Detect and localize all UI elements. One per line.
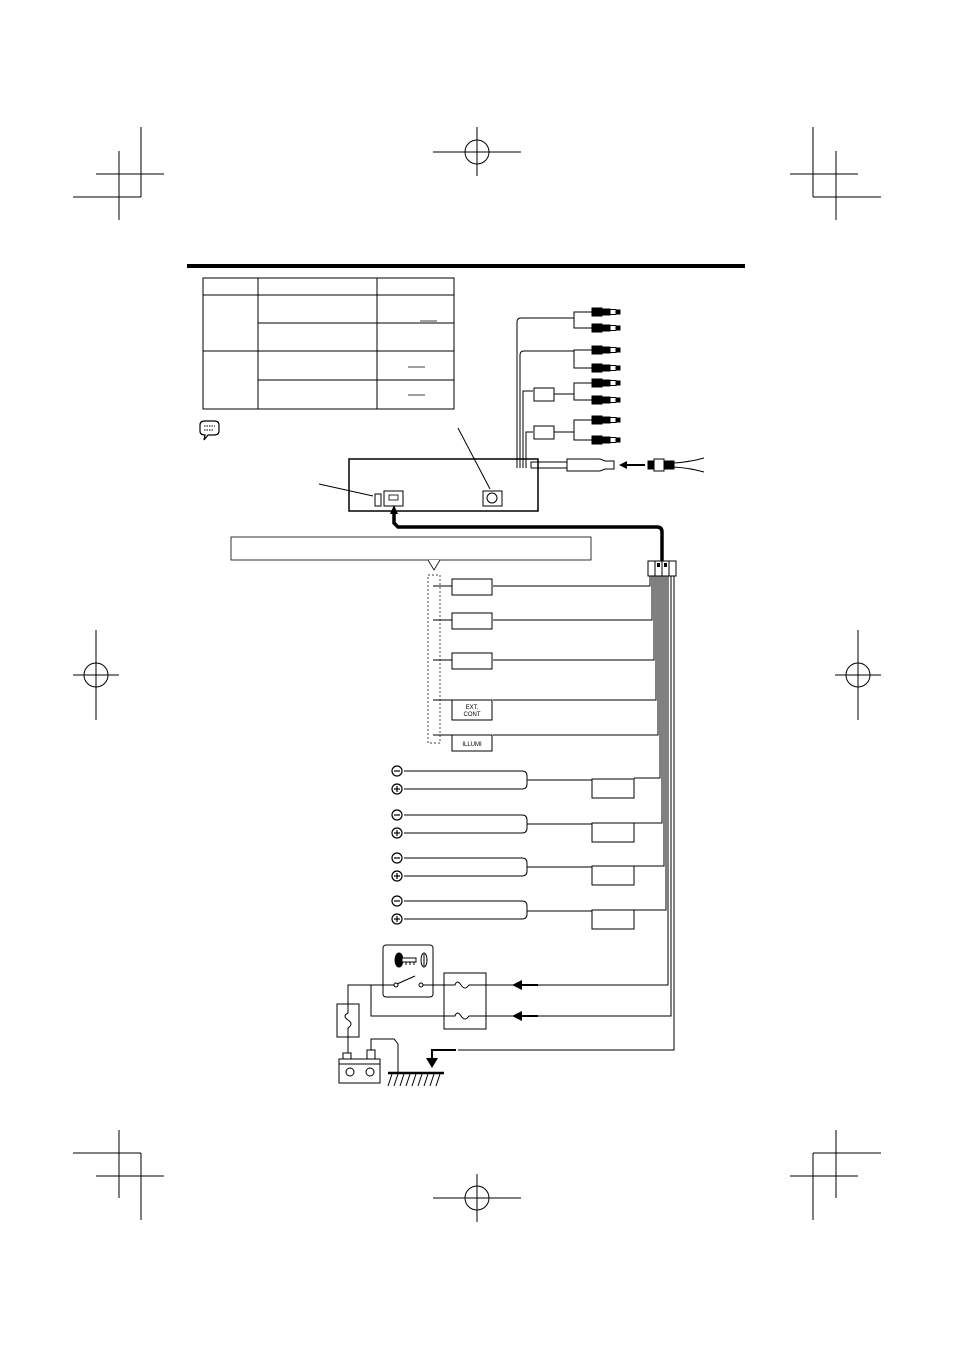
lead-box-3 [452, 653, 492, 669]
rca-plug-8 [592, 436, 620, 444]
reference-table [203, 278, 454, 409]
reset-connector [375, 494, 381, 506]
plus-circle-icon [392, 914, 402, 924]
ext-cont-label-2: CONT [463, 712, 481, 718]
speaker-box-1 [592, 779, 634, 798]
speaker-box-4 [592, 910, 634, 929]
head-unit-body [319, 428, 538, 511]
ext-cont-label-1: EXT. [465, 705, 479, 711]
rca-plug-3 [592, 346, 620, 354]
rca-plug-7 [592, 416, 620, 424]
rca-plugs [592, 308, 620, 444]
fuse-box [444, 973, 548, 1029]
registration-mark-right [835, 630, 881, 720]
minus-circle-icon [392, 810, 402, 820]
battery-icon [339, 1050, 380, 1083]
minus-circle-icon [392, 853, 402, 863]
accessory-callout [231, 537, 591, 743]
rca-plug-4 [592, 364, 620, 372]
speaker-outputs [404, 771, 634, 929]
plus-circle-icon [392, 871, 402, 881]
speaker-box-2 [592, 823, 634, 842]
registration-mark-bottom [433, 1174, 521, 1222]
polarity-symbols [392, 766, 402, 924]
registration-mark-top [433, 127, 521, 176]
minus-circle-icon [392, 766, 402, 776]
plus-circle-icon [392, 828, 402, 838]
header-rule [187, 264, 745, 268]
ignition-switch [371, 945, 452, 997]
registration-mark-left [73, 630, 119, 720]
accessory-leads [433, 579, 492, 751]
antenna-lead [531, 458, 704, 472]
lead-box-1 [452, 579, 492, 595]
illumi-label: ILLUMI [462, 742, 482, 748]
rca-plug-6 [592, 396, 620, 404]
minus-circle-icon [392, 896, 402, 906]
rca-plug-1 [592, 308, 620, 316]
rca-output-harness [517, 312, 592, 468]
rca-plug-5 [592, 379, 620, 387]
lead-box-2 [452, 613, 492, 629]
battery-fuse [337, 1004, 359, 1037]
speaker-box-3 [592, 866, 634, 885]
plus-circle-icon [392, 784, 402, 794]
power-arrows [512, 980, 538, 1021]
rca-plug-2 [592, 324, 620, 332]
car-antenna-plug [648, 458, 704, 472]
speech-bubble-note-icon [200, 421, 219, 440]
remote-network-port [384, 491, 403, 506]
crop-marks [73, 127, 881, 1220]
